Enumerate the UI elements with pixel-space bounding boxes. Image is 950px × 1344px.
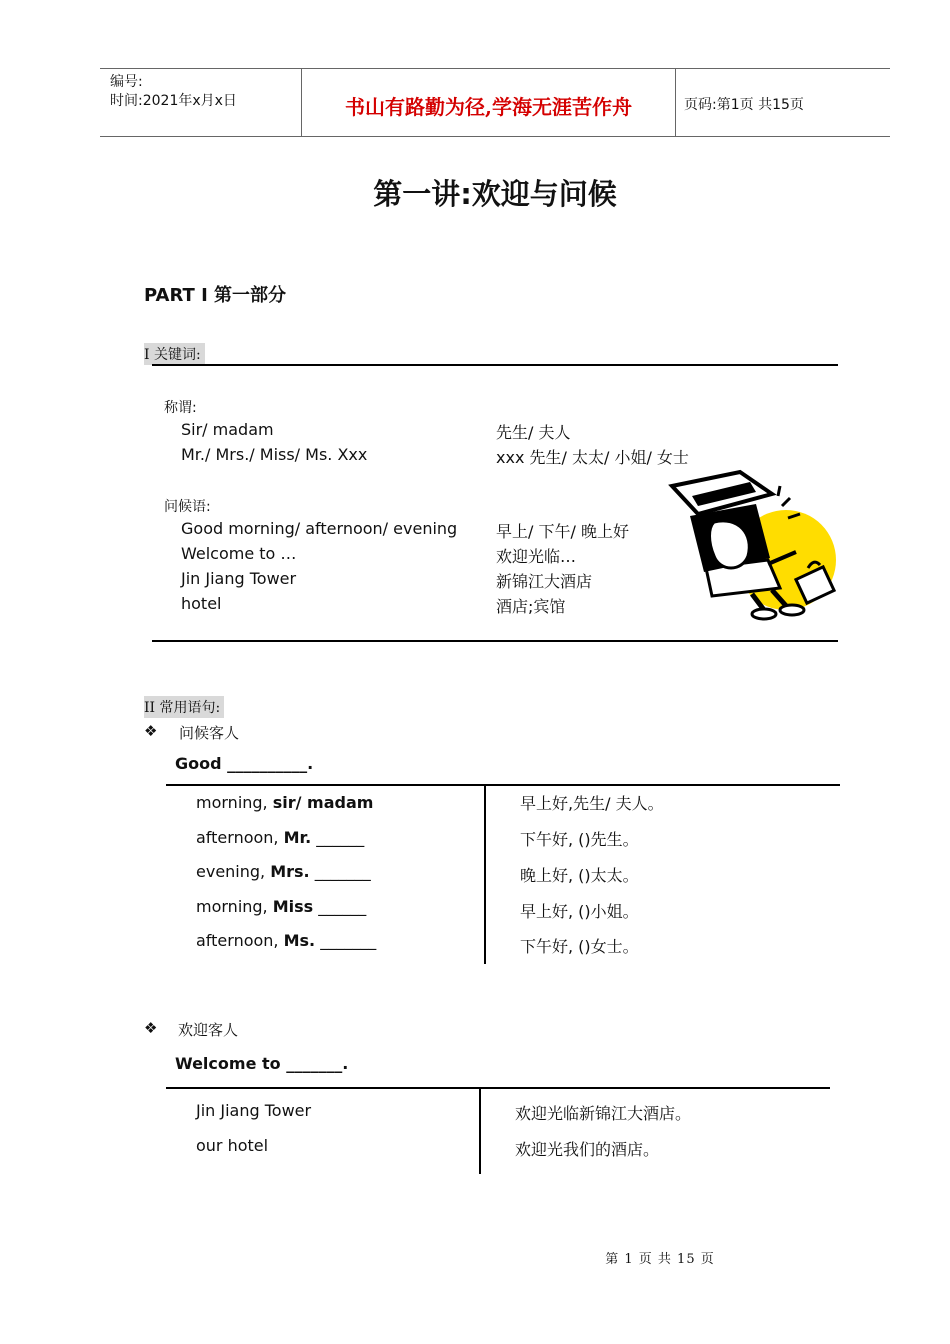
keyword-en: Sir/ madam <box>181 420 274 439</box>
welcome-table-divider <box>479 1089 481 1174</box>
header-meta <box>110 73 237 111</box>
welcome-row-en: Jin Jiang Tower <box>196 1101 312 1120</box>
welcome-table-rule <box>166 1087 830 1089</box>
section-rule-top <box>152 364 838 366</box>
greet-row-en: morning, Miss ______ <box>196 897 367 916</box>
welcome-row-cn: 欢迎光临新锦江大酒店。 <box>515 1104 692 1123</box>
greet-heading: 问候客人 <box>179 724 240 742</box>
keyword-en: Welcome to … <box>181 544 297 563</box>
page-header <box>100 68 890 137</box>
keyword-cn: 新锦江大酒店 <box>496 572 593 591</box>
header-page-number: 页码:第1页 共15页 <box>684 97 804 113</box>
section-keywords-label: I 关键词: <box>144 343 205 365</box>
greet-row-cn: 下午好, ()女士。 <box>520 937 639 956</box>
greeting-heading: 问候语: <box>164 499 211 515</box>
greet-row-cn: 下午好, ()先生。 <box>520 830 639 849</box>
address-heading: 称谓: <box>164 400 197 416</box>
time-label: 时间:2021年x月x日 <box>110 93 237 109</box>
keyword-en: hotel <box>181 594 222 613</box>
bullet-icon: ❖ <box>144 1019 158 1037</box>
greet-pattern: Good __________. <box>175 754 314 773</box>
keyword-cn: 先生/ 夫人 <box>496 423 571 442</box>
welcome-row-en: our hotel <box>196 1136 269 1155</box>
greet-row-en: afternoon, Ms. _______ <box>196 931 377 950</box>
welcome-row-cn: 欢迎光我们的酒店。 <box>515 1140 660 1159</box>
keyword-en: Mr./ Mrs./ Miss/ Ms. Xxx <box>181 445 368 464</box>
header-motto: 书山有路勤为径,学海无涯苦作舟 <box>345 95 632 119</box>
greet-row-en: morning, sir/ madam <box>196 793 374 812</box>
bellhop-illustration <box>668 468 840 626</box>
page-footer: 第 1 页 共 15 页 <box>605 1252 715 1267</box>
bullet-icon: ❖ <box>144 722 158 740</box>
keyword-cn: xxx 先生/ 太太/ 小姐/ 女士 <box>496 448 689 467</box>
keyword-cn: 欢迎光临… <box>496 547 577 566</box>
greet-row-en: afternoon, Mr. ______ <box>196 828 365 847</box>
welcome-pattern: Welcome to _______. <box>175 1054 349 1073</box>
greet-row-en: evening, Mrs. _______ <box>196 862 371 881</box>
part-heading: PART I 第一部分 <box>144 285 287 306</box>
greet-row-cn: 早上好,先生/ 夫人。 <box>520 794 664 813</box>
keyword-en: Good morning/ afternoon/ evening <box>181 519 458 538</box>
section-sentences-label: II 常用语句: <box>144 696 224 718</box>
greet-row-cn: 晚上好, ()太太。 <box>520 866 639 885</box>
keyword-cn: 早上/ 下午/ 晚上好 <box>496 522 629 541</box>
greet-table-rule <box>166 784 840 786</box>
keyword-en: Jin Jiang Tower <box>181 569 297 588</box>
greet-row-cn: 早上好, ()小姐。 <box>520 902 639 921</box>
welcome-heading: 欢迎客人 <box>178 1021 239 1039</box>
greet-table-divider <box>484 786 486 964</box>
document-title: 第一讲:欢迎与问候 <box>373 177 617 211</box>
keyword-cn: 酒店;宾馆 <box>496 597 566 616</box>
section-rule-bottom <box>152 640 838 642</box>
header-divider <box>675 69 676 136</box>
number-label: 编号: <box>110 74 143 90</box>
